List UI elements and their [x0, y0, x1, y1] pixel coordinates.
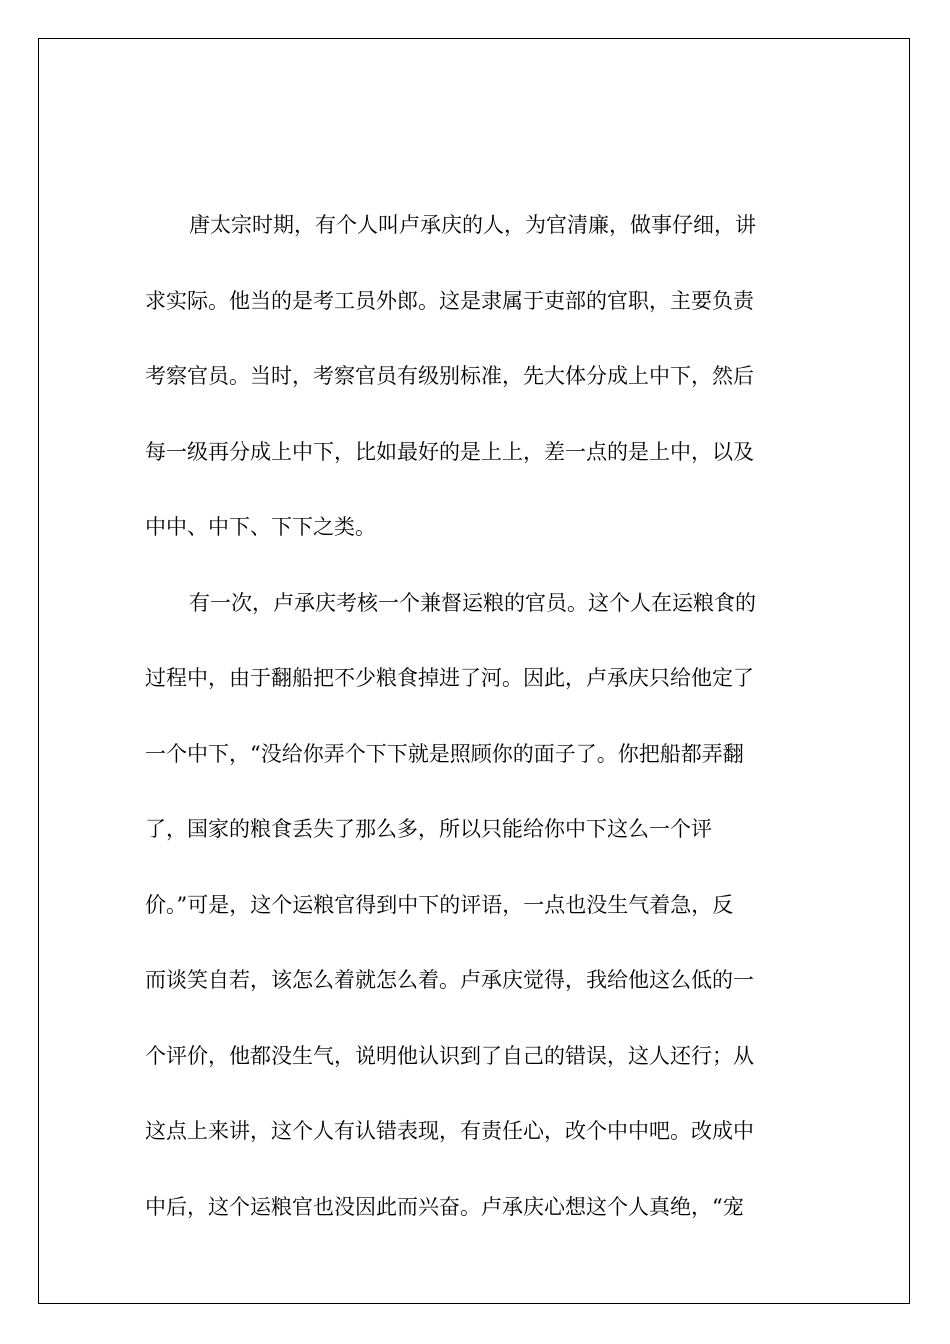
text-line: 求实际。他当的是考工员外郎。这是隶属于吏部的官职，主要负责	[145, 288, 754, 313]
text-line: 有一次，卢承庆考核一个兼督运粮的官员。这个人在运粮食的	[189, 590, 756, 615]
text-line: 个评价，他都没生气，说明他认识到了自己的错误，这人还行；从	[145, 1043, 754, 1068]
text-line: 这点上来讲，这个人有认错表现，有责任心，改个中中吧。改成中	[145, 1119, 754, 1143]
text-line: 一个中下，“没给你弄个下下就是照顾你的面子了。你把船都弄翻	[145, 741, 744, 766]
text-line: 过程中，由于翻船把不少粮食掉进了河。因此，卢承庆只给他定了	[145, 666, 754, 690]
text-line: 价。”可是，这个运粮官得到中下的评语，一点也没生气着急，反	[145, 892, 734, 917]
text-line: 每一级再分成上中下，比如最好的是上上，差一点的是上中，以及	[145, 439, 754, 464]
text-line: 唐太宗时期，有个人叫卢承庆的人，为官清廉，做事仔细，讲	[189, 213, 756, 237]
text-line: 而谈笑自若，该怎么着就怎么着。卢承庆觉得，我给他这么低的一	[145, 968, 754, 992]
text-line: 中中、中下、下下之类。	[145, 515, 376, 539]
text-line: 考察官员。当时，考察官员有级别标准，先大体分成上中下，然后	[145, 364, 754, 388]
text-line: 中后，这个运粮官也没因此而兴奋。卢承庆心想这个人真绝，“宠	[145, 1194, 744, 1219]
body-text	[145, 202, 805, 1259]
text-line: 了，国家的粮食丢失了那么多，所以只能给你中下这么一个评	[145, 817, 712, 841]
